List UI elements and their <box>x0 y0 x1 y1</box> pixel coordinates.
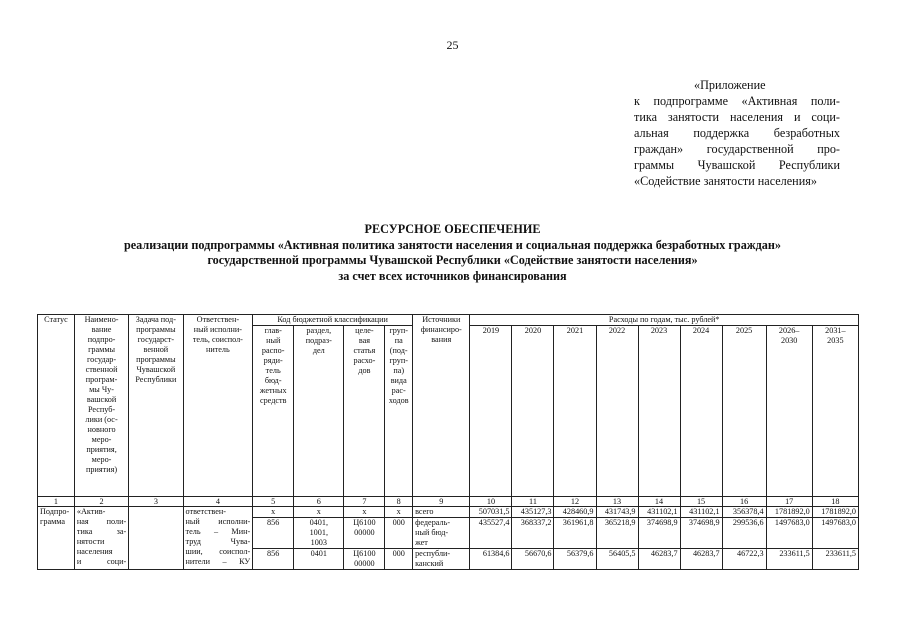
cell-line: Наимено- <box>84 315 119 324</box>
cell-line: приятия) <box>86 465 118 474</box>
cell-line: Источники <box>422 315 461 324</box>
value-cell: 428460,9 <box>554 507 596 518</box>
cell-line: «Актив- <box>76 507 106 516</box>
cell-line: ный исполни- <box>193 325 242 334</box>
header-group <box>385 326 413 497</box>
cell-line: па <box>394 336 403 345</box>
header-year: 2019 <box>470 326 512 497</box>
value-cell: 431102,1 <box>680 507 722 518</box>
column-number: 12 <box>554 497 596 507</box>
header-year: 2020 <box>512 326 554 497</box>
cell-line: тика за- <box>76 527 127 536</box>
cell-line: новного <box>87 425 116 434</box>
cell-line: распо- <box>261 346 285 355</box>
table-row <box>38 507 859 518</box>
column-number: 18 <box>812 497 858 507</box>
value-cell: 1497683,0 <box>812 518 858 549</box>
task-cell <box>129 507 183 570</box>
value-cell: 431743,9 <box>596 507 638 518</box>
header-row-1 <box>38 315 859 326</box>
cell-line: вания <box>431 335 452 344</box>
column-number: 5 <box>253 497 294 507</box>
header-year: 2031– 2035 <box>812 326 858 497</box>
title-line-4: за счет всех источников финансирования <box>338 268 567 283</box>
cell-line: вание <box>91 325 112 334</box>
value-cell: 374698,9 <box>680 518 722 549</box>
cell-line: груп- <box>389 326 408 335</box>
cell-line: бюд- <box>264 376 282 385</box>
value-cell: 435127,3 <box>512 507 554 518</box>
column-number: 16 <box>722 497 766 507</box>
page-number: 25 <box>446 38 459 52</box>
cell-line: статья <box>353 346 376 355</box>
value-cell: 1781892,0 <box>766 507 812 518</box>
cell-line: лики (ос- <box>85 415 118 424</box>
title-line-3: государственной программы Чувашской Республики «Содействие занятости населения» <box>207 253 698 267</box>
header-year: 2022 <box>596 326 638 497</box>
value-cell: 56670,6 <box>512 549 554 570</box>
target-cell: Ц6100 00000 <box>344 549 385 570</box>
cell-line: вая <box>358 336 370 345</box>
cell-line: па) <box>393 366 405 375</box>
cell-line: Ответствен- <box>196 315 240 324</box>
value-cell: 368337,2 <box>512 518 554 549</box>
appendix-line: «Содействие занятости населения» <box>634 174 817 188</box>
cell-line: подпро- <box>87 335 116 344</box>
chief-cell: 856 <box>253 518 294 549</box>
cell-line: меро- <box>91 435 112 444</box>
value-cell: 1497683,0 <box>766 518 812 549</box>
header-budget-code: Код бюджетной классификации <box>253 315 413 326</box>
source-cell: всего <box>413 507 470 518</box>
cell-line: и соци- <box>76 557 127 566</box>
cell-line: ряди- <box>263 356 283 365</box>
resource-table <box>37 314 859 570</box>
cell-line: тель – Мин- <box>185 527 251 536</box>
cell-line: ходов <box>388 396 409 405</box>
cell-line: нители – КУ <box>185 557 251 566</box>
header-target <box>344 326 385 497</box>
cell-line: тель, соиспол- <box>192 335 243 344</box>
appendix-note <box>634 77 840 189</box>
group-cell: x <box>385 507 413 518</box>
column-number: 14 <box>638 497 680 507</box>
cell-line: ный исполни- <box>185 517 251 526</box>
cell-line: ная поли- <box>76 517 127 526</box>
cell-line: расхо- <box>353 356 376 365</box>
header-section <box>294 326 344 497</box>
section-cell: 0401, 1001, 1003 <box>294 518 344 549</box>
cell-line: груп- <box>389 356 408 365</box>
title-line-1: РЕСУРСНОЕ ОБЕСПЕЧЕНИЕ <box>364 222 541 236</box>
appendix-line: тика занятости населения и соци- <box>634 110 840 124</box>
column-number-row <box>38 497 859 507</box>
cell-line: средств <box>259 396 287 405</box>
cell-line: Респуб- <box>87 405 116 414</box>
target-cell: x <box>344 507 385 518</box>
appendix-line: граждан» государственной про- <box>634 142 840 156</box>
value-cell: 233611,5 <box>766 549 812 570</box>
cell-line: труд Чува- <box>185 537 251 546</box>
header-responsible <box>183 315 253 497</box>
title-line-2: реализации подпрограммы «Активная политика занятости населения и социальная поддержка безработных граждан» <box>123 237 782 252</box>
document-title <box>0 222 905 284</box>
value-cell: 46722,3 <box>722 549 766 570</box>
header-name <box>74 315 128 497</box>
value-cell: 46283,7 <box>680 549 722 570</box>
cell-line: (под- <box>389 346 408 355</box>
header-year: 2023 <box>638 326 680 497</box>
column-number: 2 <box>74 497 128 507</box>
column-number: 11 <box>512 497 554 507</box>
header-expenses: Расходы по годам, тыс. рублей* <box>470 315 859 326</box>
cell-line: Чувашской <box>136 365 176 374</box>
header-year: 2024 <box>680 326 722 497</box>
cell-line: тель <box>265 366 281 375</box>
chief-cell: 856 <box>253 549 294 570</box>
cell-line: населения <box>76 547 113 556</box>
column-number: 10 <box>470 497 512 507</box>
appendix-line: граммы Чувашской Республики <box>634 158 840 172</box>
cell-line: програм- <box>85 375 118 384</box>
group-cell: 000 <box>385 518 413 549</box>
cell-line: мы Чу- <box>89 385 114 394</box>
appendix-line: альная поддержка безработных <box>634 126 840 140</box>
header-task <box>129 315 183 497</box>
cell-line: глав- <box>264 326 282 335</box>
cell-line: целе- <box>355 326 374 335</box>
cell-line: раздел, <box>306 326 332 335</box>
header-sources <box>413 315 470 497</box>
cell-line: нятости <box>76 537 105 546</box>
cell-line: Подпро- <box>40 507 70 516</box>
target-cell: Ц6100 00000 <box>344 518 385 549</box>
cell-line: меро- <box>91 455 112 464</box>
cell-line: подраз- <box>305 336 332 345</box>
cell-line: финансиро- <box>420 325 462 334</box>
cell-line: венной <box>143 345 169 354</box>
column-number: 13 <box>596 497 638 507</box>
status-cell <box>38 507 75 570</box>
cell-line: государст- <box>137 335 175 344</box>
column-number: 4 <box>183 497 253 507</box>
column-number: 9 <box>413 497 470 507</box>
section-cell: 0401 <box>294 549 344 570</box>
source-cell: федераль- ный бюд- жет <box>413 518 470 549</box>
appendix-line: «Приложение <box>694 78 766 92</box>
column-number: 15 <box>680 497 722 507</box>
value-cell: 233611,5 <box>812 549 858 570</box>
cell-line: шии, соиспол- <box>185 547 251 556</box>
responsible-cell <box>183 507 253 570</box>
header-status: Статус <box>38 315 75 497</box>
cell-line: приятия, <box>86 445 117 454</box>
section-cell: x <box>294 507 344 518</box>
cell-line: программы <box>136 325 176 334</box>
appendix-line: к подпрограмме «Активная поли- <box>634 94 840 108</box>
column-number: 6 <box>294 497 344 507</box>
header-year: 2025 <box>722 326 766 497</box>
value-cell: 1781892,0 <box>812 507 858 518</box>
value-cell: 56379,6 <box>554 549 596 570</box>
value-cell: 46283,7 <box>638 549 680 570</box>
value-cell: 507031,5 <box>470 507 512 518</box>
cell-line: дел <box>312 346 325 355</box>
chief-cell: x <box>253 507 294 518</box>
value-cell: 365218,9 <box>596 518 638 549</box>
cell-line: ственной <box>85 365 118 374</box>
header-chief <box>253 326 294 497</box>
cell-line: граммы <box>88 345 116 354</box>
cell-line: вашской <box>86 395 117 404</box>
value-cell: 56405,5 <box>596 549 638 570</box>
value-cell: 61384,6 <box>470 549 512 570</box>
cell-line: вида <box>390 376 407 385</box>
cell-line: жетных <box>259 386 287 395</box>
column-number: 7 <box>344 497 385 507</box>
column-number: 8 <box>385 497 413 507</box>
value-cell: 435527,4 <box>470 518 512 549</box>
cell-line: программы <box>136 355 176 364</box>
cell-line: ный <box>266 336 281 345</box>
column-number: 1 <box>38 497 75 507</box>
cell-line: Задача под- <box>135 315 176 324</box>
value-cell: 356378,4 <box>722 507 766 518</box>
column-number: 17 <box>766 497 812 507</box>
value-cell: 299536,6 <box>722 518 766 549</box>
cell-line: ответствен- <box>185 507 226 516</box>
value-cell: 361961,8 <box>554 518 596 549</box>
cell-line: грамма <box>40 517 66 526</box>
header-year: 2021 <box>554 326 596 497</box>
name-cell <box>74 507 128 570</box>
cell-line: нитель <box>205 345 230 354</box>
column-number: 3 <box>129 497 183 507</box>
group-cell: 000 <box>385 549 413 570</box>
cell-line: дов <box>358 366 371 375</box>
value-cell: 431102,1 <box>638 507 680 518</box>
cell-line: государ- <box>86 355 117 364</box>
header-year: 2026– 2030 <box>766 326 812 497</box>
value-cell: 374698,9 <box>638 518 680 549</box>
source-cell: республи- канский <box>413 549 470 570</box>
cell-line: Республики <box>135 375 177 384</box>
cell-line: рас- <box>391 386 406 395</box>
